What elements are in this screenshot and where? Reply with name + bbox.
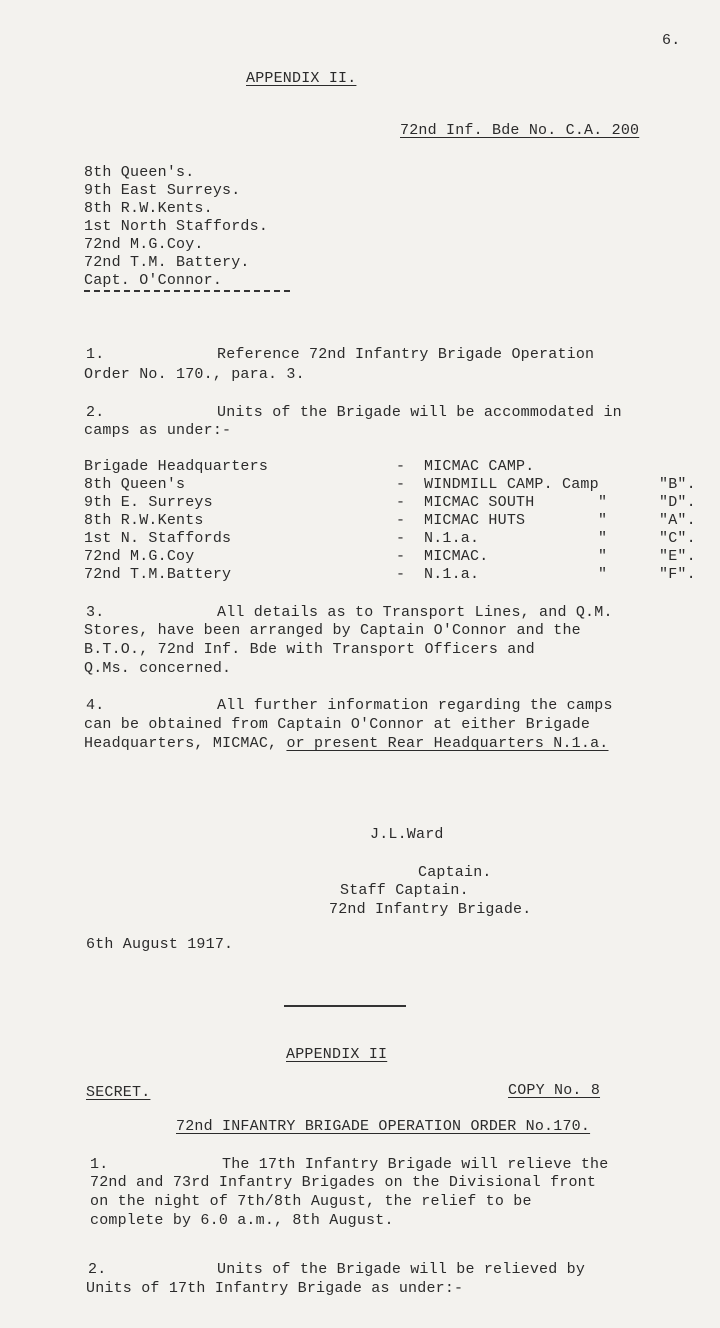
paragraph-text: Order No. 170., para. 3.: [84, 366, 305, 383]
paragraph-number: 2.: [88, 1261, 107, 1278]
paragraph-number: 2.: [86, 404, 105, 421]
letter-cell: "E".: [659, 548, 696, 565]
paragraph-text: All details as to Transport Lines, and Q.M.: [217, 604, 613, 621]
table-row: [84, 566, 704, 584]
paragraph-number: 1.: [90, 1156, 109, 1173]
appendix-title: APPENDIX II.: [246, 70, 357, 87]
unit-cell: Brigade Headquarters: [84, 458, 269, 475]
paragraph-number: 3.: [86, 604, 105, 621]
paragraph-text: Units of 17th Infantry Brigade as under:-: [86, 1280, 464, 1297]
dash-cell: -: [396, 566, 406, 583]
dash-cell: -: [396, 458, 406, 475]
paragraph-text: camps as under:-: [84, 422, 232, 439]
paragraph-text: [84, 735, 609, 753]
paragraph-text: 72nd and 73rd Infantry Brigades on the Divisional front: [90, 1174, 597, 1191]
letter-cell: "F".: [659, 566, 696, 583]
unit-cell: 9th E. Surreys: [84, 494, 213, 511]
addressee: 72nd T.M. Battery.: [84, 254, 250, 271]
copy-number: COPY No. 8: [508, 1082, 601, 1099]
signature-rank: Captain.: [418, 864, 492, 881]
camp-cell: MICMAC.: [424, 548, 489, 565]
paragraph-text: B.T.O., 72nd Inf. Bde with Transport Officers and: [84, 641, 535, 658]
unit-cell: 72nd M.G.Coy: [84, 548, 195, 565]
paragraph-number: 4.: [86, 697, 105, 714]
dash-cell: -: [396, 512, 406, 529]
addressee: Capt. O'Connor.: [84, 272, 223, 289]
table-row: [84, 530, 704, 548]
secret-label: SECRET.: [86, 1084, 151, 1101]
letter-cell: "B".: [659, 476, 696, 493]
unit-cell: 8th Queen's: [84, 476, 186, 493]
paragraph-text: Units of the Brigade will be accommodated in: [217, 404, 622, 421]
paragraph-text: on the night of 7th/8th August, the relief to be: [90, 1193, 532, 1210]
table-row: [84, 458, 704, 476]
addressee: 8th R.W.Kents.: [84, 200, 213, 217]
table-row: [84, 476, 704, 494]
paragraph-text-underlined: or present Rear Headquarters N.1.a.: [286, 735, 609, 752]
table-row: [84, 494, 704, 512]
unit-cell: 8th R.W.Kents: [84, 512, 204, 529]
ditto-cell: ": [598, 530, 608, 547]
paragraph-text: complete by 6.0 a.m., 8th August.: [90, 1212, 394, 1229]
unit-cell: 72nd T.M.Battery: [84, 566, 232, 583]
addressee: 1st North Staffords.: [84, 218, 269, 235]
paragraph-number: 1.: [86, 346, 105, 363]
camp-cell: WINDMILL CAMP. Camp: [424, 476, 599, 493]
camp-cell: N.1.a.: [424, 530, 480, 547]
dash-cell: -: [396, 548, 406, 565]
operation-order-title: 72nd INFANTRY BRIGADE OPERATION ORDER No.170.: [176, 1118, 591, 1135]
paragraph-text: Units of the Brigade will be relieved by: [217, 1261, 586, 1278]
dash-cell: -: [396, 476, 406, 493]
appendix-2-title: APPENDIX II: [286, 1046, 388, 1063]
paragraph-text: can be obtained from Captain O'Connor at either Brigade: [84, 716, 591, 733]
camp-cell: MICMAC HUTS: [424, 512, 526, 529]
ditto-cell: ": [598, 548, 608, 565]
dash-cell: -: [396, 530, 406, 547]
ditto-cell: ": [598, 566, 608, 583]
paragraph-text: All further information regarding the camps: [217, 697, 613, 714]
paragraph-text-plain: Headquarters, MICMAC,: [84, 735, 287, 752]
page-number: 6.: [662, 32, 681, 49]
section-divider: [284, 1005, 406, 1007]
paragraph-text: The 17th Infantry Brigade will relieve the: [222, 1156, 609, 1173]
signature-role: Staff Captain.: [340, 882, 469, 899]
document-date: 6th August 1917.: [86, 936, 234, 953]
ditto-cell: ": [598, 494, 608, 511]
letter-cell: "D".: [659, 494, 696, 511]
reference-number: 72nd Inf. Bde No. C.A. 200: [400, 122, 640, 139]
letter-cell: "A".: [659, 512, 696, 529]
letter-cell: "C".: [659, 530, 696, 547]
dash-cell: -: [396, 494, 406, 511]
camp-cell: MICMAC SOUTH: [424, 494, 535, 511]
camp-cell: N.1.a.: [424, 566, 480, 583]
signature-name: J.L.Ward: [370, 826, 444, 843]
addressee: 9th East Surreys.: [84, 182, 241, 199]
dashed-divider: [84, 290, 290, 292]
table-row: [84, 512, 704, 530]
addressee: 8th Queen's.: [84, 164, 195, 181]
unit-cell: 1st N. Staffords: [84, 530, 232, 547]
addressee: 72nd M.G.Coy.: [84, 236, 204, 253]
paragraph-text: Reference 72nd Infantry Brigade Operation: [217, 346, 595, 363]
paragraph-text: Q.Ms. concerned.: [84, 660, 232, 677]
signature-unit: 72nd Infantry Brigade.: [329, 901, 532, 918]
paragraph-text: Stores, have been arranged by Captain O'Connor and the: [84, 622, 581, 639]
ditto-cell: ": [598, 512, 608, 529]
camp-cell: MICMAC CAMP.: [424, 458, 535, 475]
table-row: [84, 548, 704, 566]
